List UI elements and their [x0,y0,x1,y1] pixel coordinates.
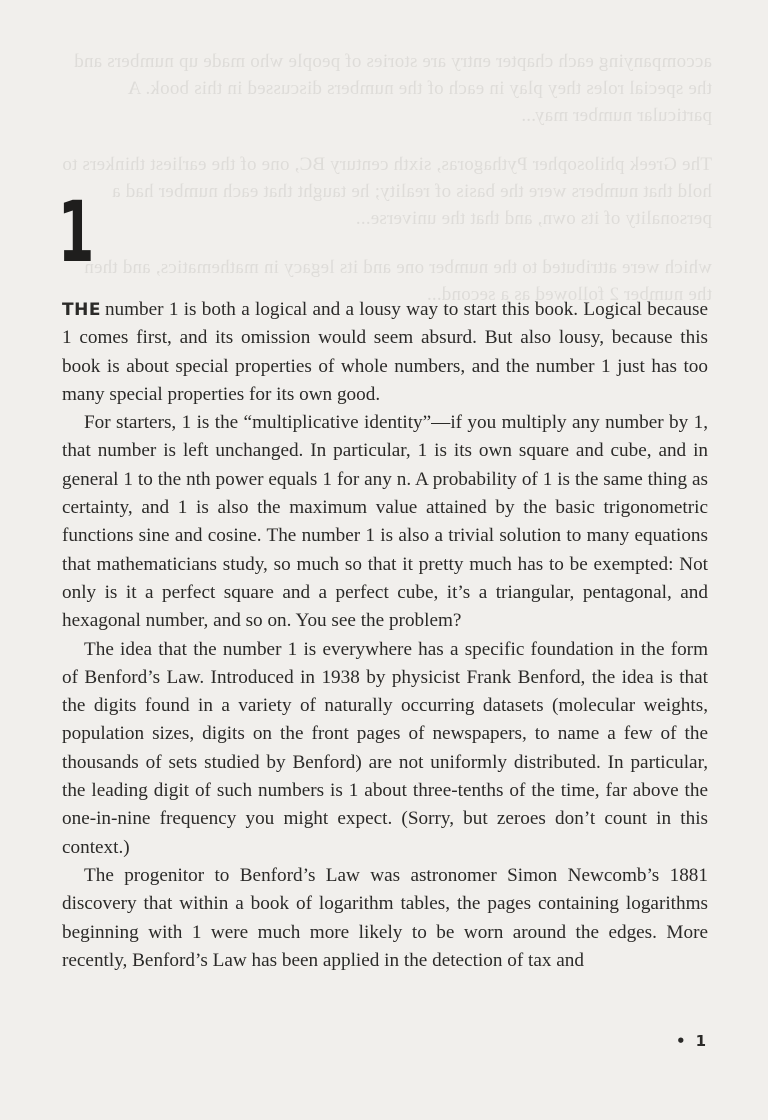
show-through-text: accompanying each chapter entry are stories of people who made up numbers and the special roles they play in each of the numbers discussed in this book. A particular number may... The Greek philosopher Pythagoras, sixth century BC, one of the earliest thinkers to hold that numbers were the basis of reality; he taught that each number had a personality of its own, and that the universe... which were attributed to the number one and its legacy in mathematics, and then the number 2 followed as a second... [62,51,712,305]
paragraph: For starters, 1 is the “multiplicative identity”—if you multiply any number by 1, that number is left unchanged. In particular, 1 is its own square and cube, and in general 1 to the nth power equals 1 for any n. A probability of 1 is the same thing as certainty, and 1 is also the maximum value attained by the basic trigonometric functions sine and cosine. The number 1 is also a trivial solution to many equations that mathematicians study, so much so that it pretty much has to be exempted: Not only is it a perfect square and a perfect cube, it’s a triangular, pentagonal, and hexagonal number, and so on. You see the problem? [62,412,708,632]
paragraph: The idea that the number 1 is everywhere has a specific foundation in the form of Benford’s Law. Introduced in 1938 by physicist Frank Benford, the idea is that the digits found in a variety of naturally occurring datasets (molecular weights, population sizes, digits on the front pages of newspapers, to name a few of the thousands of sets studied by Benford) are not uniformly distributed. In particular, the leading digit of such numbers is 1 about three-tenths of the time, far above the one-in-nine frequency you might expect. (Sorry, but zeroes don’t count in this context.) [62,638,708,858]
run-in-head: THE [62,300,101,320]
page-footer [676,1032,706,1050]
page-number: 1 [695,1032,706,1050]
paragraph-text: number 1 is both a logical and a lousy way to start this book. Logical because 1 comes first, and its omission would seem absurd. But also lousy, because this book is about special properties of whole numbers, and the number 1 just has too many special properties for its own good. [62,299,708,405]
chapter-number: 1 [58,183,94,281]
paragraph [62,296,708,409]
chapter-body [62,296,708,975]
bullet: • [675,1032,686,1050]
paragraph: The progenitor to Benford’s Law was astronomer Simon Newcomb’s 1881 discovery that within a book of logarithm tables, the pages containing logarithms beginning with 1 were much more likely to be worn around the edges. More recently, Benford’s Law has been applied in the detection of tax and [62,864,708,971]
